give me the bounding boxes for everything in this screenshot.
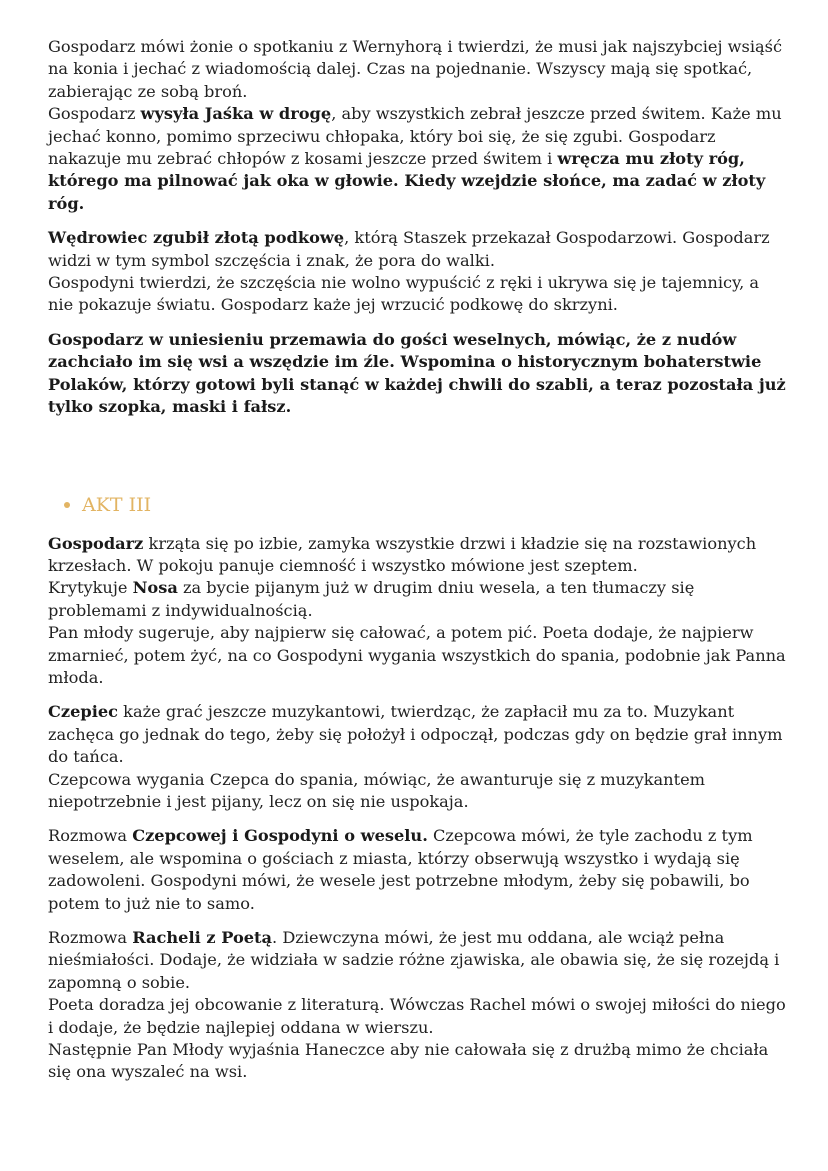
paragraph [48,329,788,419]
text: . Dziewczyna mówi, że jest mu oddana, ale wciąż pełna nieśmiałości. Dodaje, że widziała w sadzie różne zjawiska, ale obawia się, że się rozejdą i zapomną o sobie. [48,928,780,992]
text: Krytykuje [48,578,133,598]
text: Rozmowa [48,826,133,846]
paragraph [48,36,788,215]
bold-text: wręcza mu złoty róg, którego ma pilnować jak oka w głowie. Kiedy wzejdzie słońce, ma zadać w złoty róg. [48,149,766,213]
bold-text: wysyła Jaśka w drogę [140,104,332,124]
text: Gospodarz mówi żonie o spotkaniu z Wernyhorą i twierdzi, że musi jak najszybciej wsiąść na konia i jechać z wiadomością dalej. Czas na pojednanie. Wszyscy mają się spotkać, zabierając ze sobą broń. [48,37,783,101]
text: za bycie pijanym już w drugim dniu wesela, a ten tłumaczy się problemami z indywidualnością. [48,578,695,620]
section-heading [64,493,788,517]
bold-text: Wędrowiec zgubił złotą podkowę [48,228,345,248]
bold-text: Czepiec [48,702,118,722]
text: Następnie Pan Młody wyjaśnia Haneczce aby nie całowała się z drużbą mimo że chciała się ona wyszaleć na wsi. [48,1040,769,1082]
text: , aby wszystkich zebrał jeszcze przed świtem. Każe mu jechać konno, pomimo sprzeciwu chłopaka, który boi się, że się zgubi. Gospodarz nakazuje mu zebrać chłopów z kosami jeszcze przed świtem i [48,104,782,169]
paragraph [48,825,788,915]
bold-text: Racheli z Poetą [132,928,273,947]
paragraph [48,927,788,1084]
bullet-icon [64,502,70,508]
bold-text: Czepcowej i Gospodyni o weselu. [132,826,428,846]
text: Gospodyni twierdzi, że szczęścia nie wolno wypuścić z ręki i ukrywa się je tajemnicy, a nie pokazuje światu. Gospodarz każe jej wrzucić podkowę do skrzyni. [48,273,760,315]
bold-text: Gospodarz w uniesieniu przemawia do gości weselnych, mówiąc, że z nudów zachciało im się wsi a wszędzie im źle. Wspomina o historycznym bohaterstwie Polaków, którzy gotowi byli stanąć w każdej chwili do szabli, a teraz pozostała już tylko szopka, maski i fałsz. [48,329,786,417]
paragraph [48,227,788,317]
text: , którą Staszek przekazał Gospodarzowi. Gospodarz widzi w tym symbol szczęścia i znak, że pora do walki. [48,228,770,270]
text: Gospodarz [48,104,141,124]
text: Pan młody sugeruje, aby najpierw się całować, a potem pić. Poeta dodaje, że najpierw zmarnieć, potem żyć, na co Gospodyni wygania wszystkich do spania, podobnie jak Panna młoda. [48,623,786,687]
text: Rozmowa [48,928,133,947]
text: Poeta doradza jej obcowanie z literaturą. Wówczas Rachel mówi o swojej miłości do niego i dodaje, że będzie najlepiej oddana w wierszu. [48,995,786,1037]
heading-label: AKT III [82,493,152,516]
paragraph [48,533,788,690]
text: Czepcowa mówi, że tyle zachodu z tym weselem, ale wspomina o gościach z miasta, którzy obserwują wszystko i wydają się zadowoleni. Gospodyni mówi, że wesele jest potrzebne młodym, żeby się pobawili, bo potem to już nie to samo. [48,826,753,913]
bold-text: Gospodarz [48,533,144,553]
text: każe grać jeszcze muzykantowi, twierdząc, że zapłacił mu za to. Muzykant zachęca go jednak do tego, żeby się położył i odpoczął, podczas gdy on będzie grał innym do tańca. [48,702,783,767]
bold-text: Nosa [132,578,178,598]
text: krząta się po izbie, zamyka wszystkie drzwi i kładzie się na rozstawionych krzesłach. W pokoju panuje ciemność i wszystko mówione jest szeptem. [48,533,757,575]
text: Czepcowa wygania Czepca do spania, mówiąc, że awanturuje się z muzykantem niepotrzebnie i jest pijany, lecz on się nie uspokaja. [48,769,706,811]
paragraph [48,701,788,813]
